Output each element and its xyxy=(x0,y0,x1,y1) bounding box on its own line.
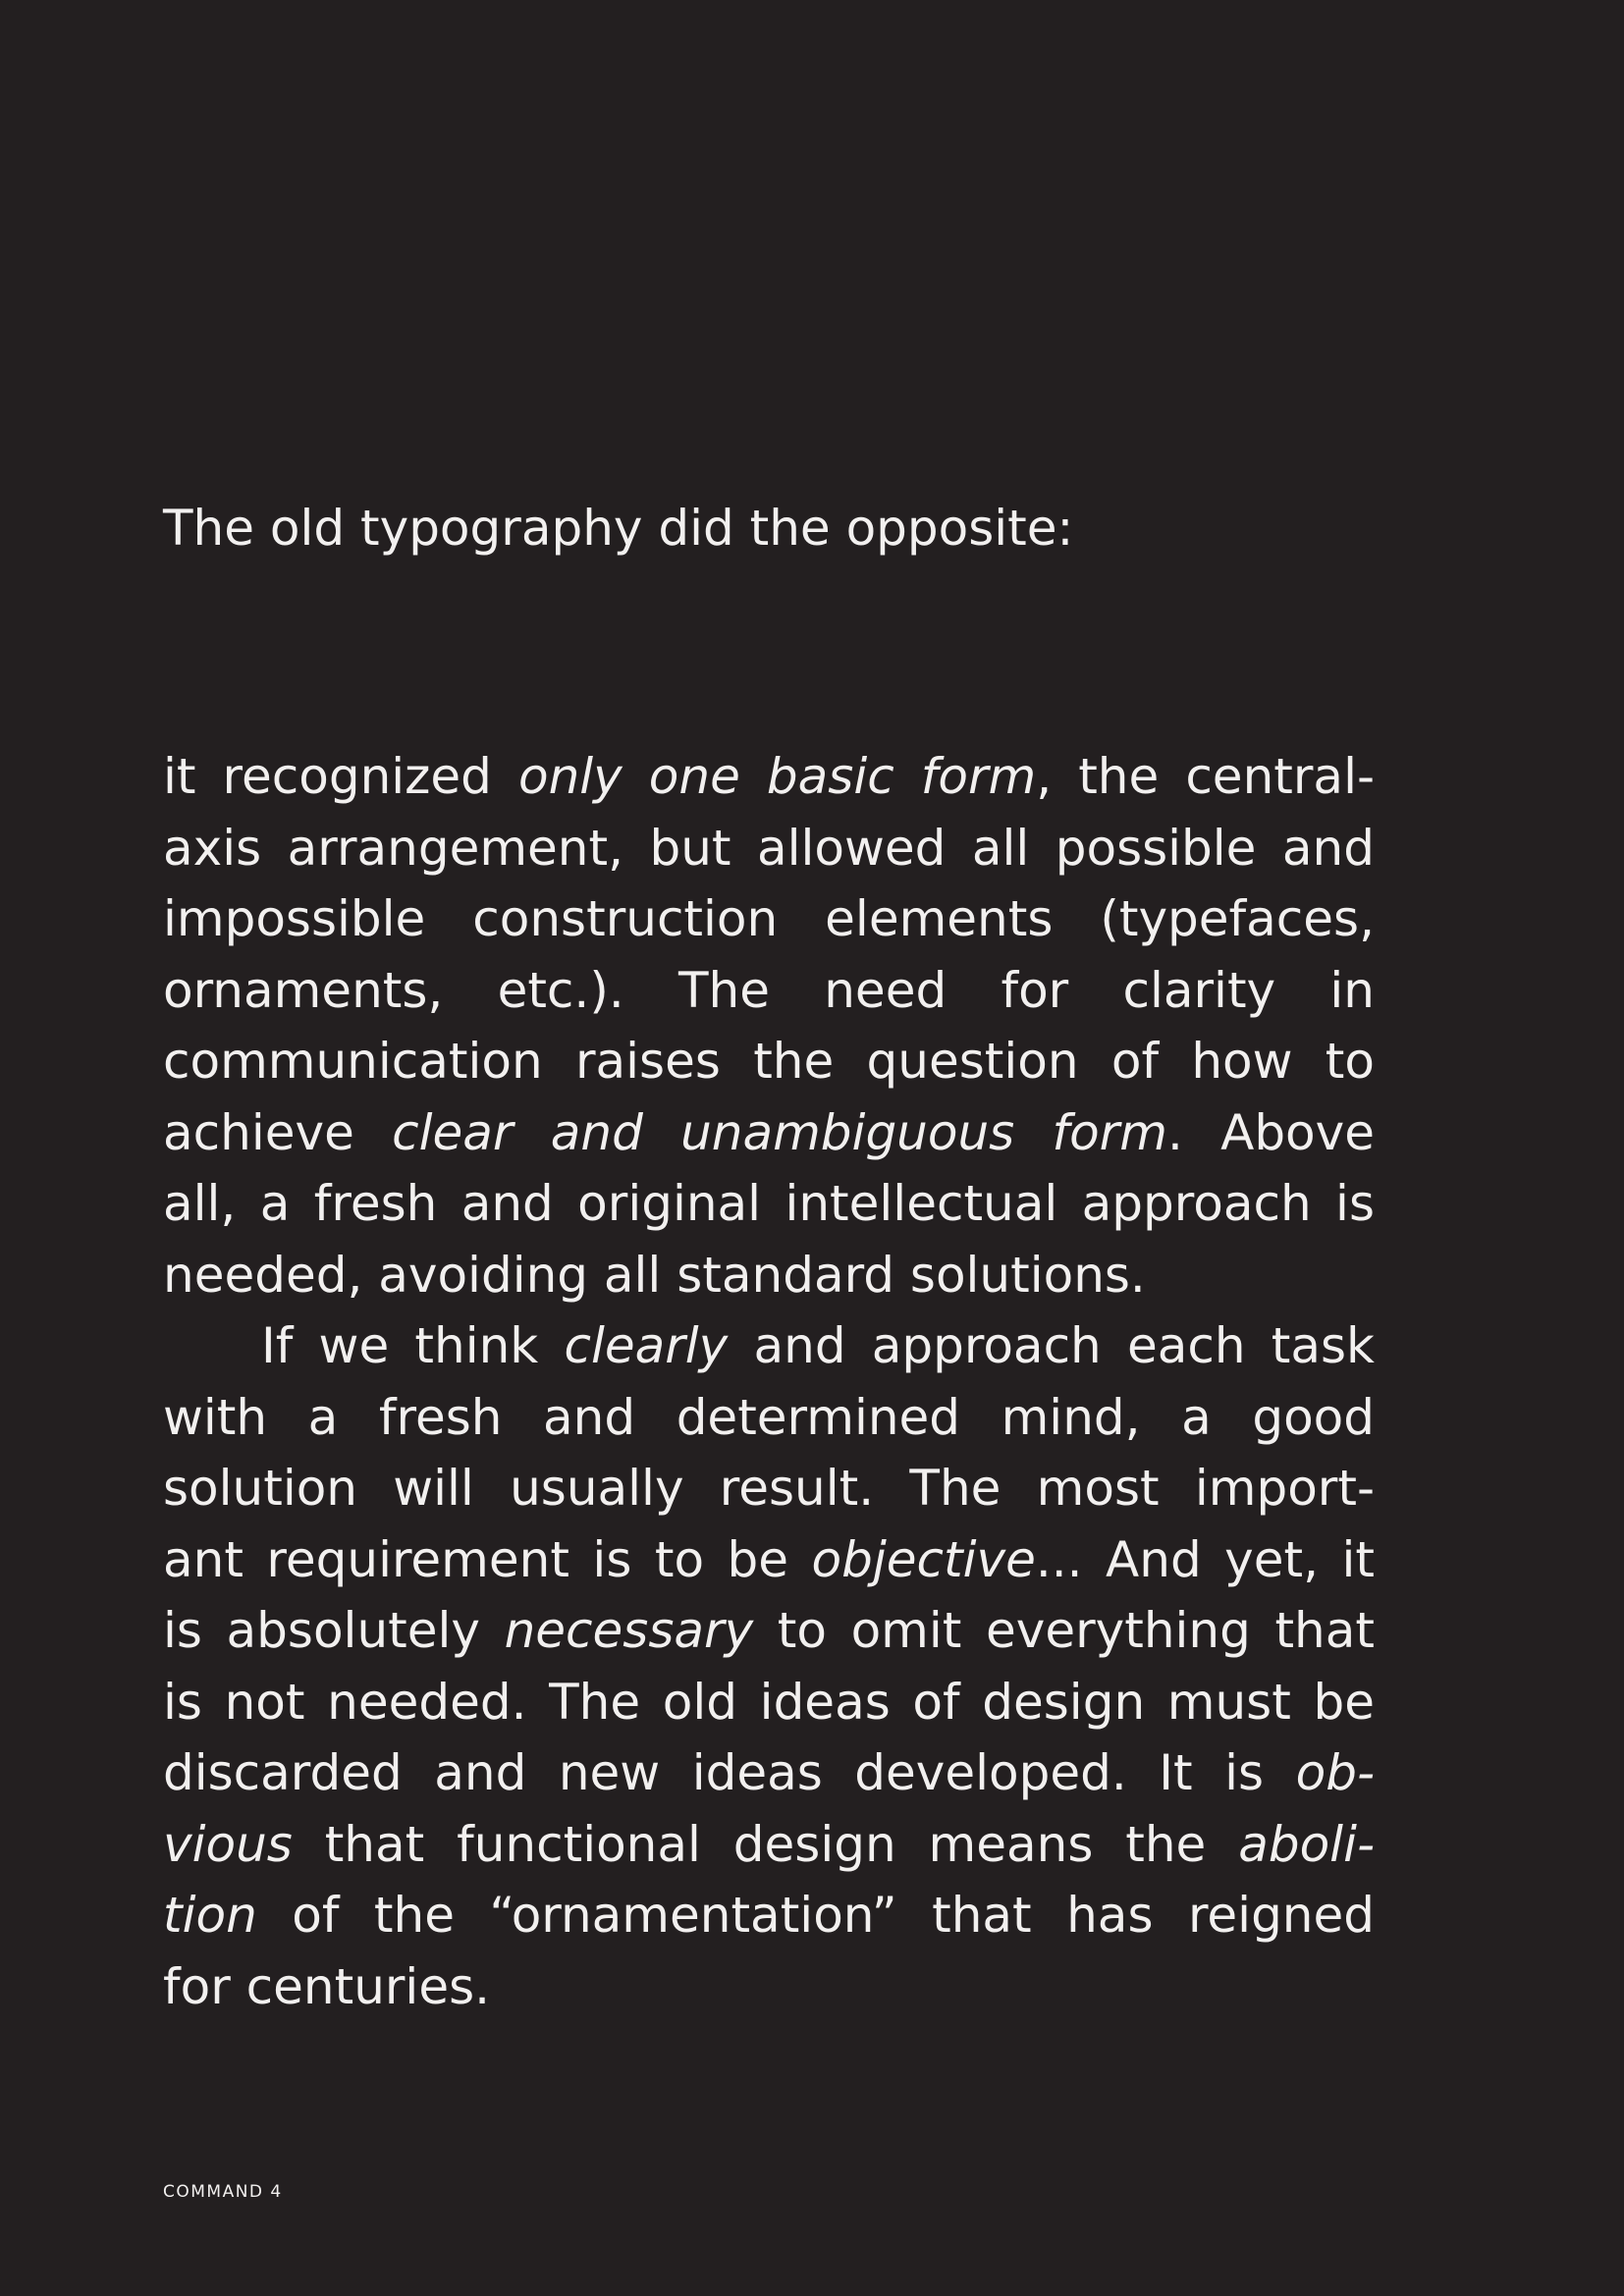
text-segment: ant requirement is to be xyxy=(163,1530,812,1588)
text-segment: . Above xyxy=(1166,1103,1375,1161)
text-line-4 xyxy=(163,955,1375,1027)
emphasis-text: ob- xyxy=(1295,1744,1375,1801)
emphasis-text: clear and unambiguous form xyxy=(392,1103,1167,1161)
emphasis-text: vious xyxy=(163,1815,293,1873)
text-line-15 xyxy=(163,1737,1375,1809)
body-text xyxy=(163,741,1375,2022)
text-line-9 xyxy=(163,1310,1375,1382)
text-line-18 xyxy=(163,1951,1375,2023)
text-segment: it recognized xyxy=(163,748,518,805)
text-line-2 xyxy=(163,813,1375,884)
emphasis-text: only one basic form xyxy=(517,748,1037,805)
text-line-10 xyxy=(163,1382,1375,1454)
text-line-11 xyxy=(163,1453,1375,1524)
text-segment: achieve xyxy=(163,1103,393,1161)
text-segment: to omit everything that xyxy=(753,1602,1375,1659)
emphasis-text: clearly xyxy=(564,1317,729,1374)
text-segment: with a fresh and determined mind, a good xyxy=(163,1388,1375,1446)
text-line-8 xyxy=(163,1240,1375,1311)
text-segment: discarded and new ideas developed. It is xyxy=(163,1744,1296,1801)
text-segment: for centuries. xyxy=(163,1957,491,2015)
text-segment: is not needed. The old ideas of design must be xyxy=(163,1673,1375,1731)
text-line-5 xyxy=(163,1026,1375,1097)
text-segment: , the central- xyxy=(1036,748,1375,805)
page-footer: COMMAND 4 xyxy=(163,2182,283,2202)
text-segment: impossible construction elements (typefaces, xyxy=(163,890,1375,947)
text-segment: ornaments, etc.). The need for clarity in xyxy=(163,961,1375,1019)
text-line-6 xyxy=(163,1097,1375,1169)
text-segment: solution will usually result. The most import- xyxy=(163,1460,1375,1517)
text-line-16 xyxy=(163,1809,1375,1881)
text-segment: needed, avoiding all standard solutions. xyxy=(163,1246,1146,1304)
text-segment: communication raises the question of how to xyxy=(163,1033,1375,1090)
text-line-13 xyxy=(163,1595,1375,1667)
text-line-12 xyxy=(163,1524,1375,1596)
text-line-7 xyxy=(163,1168,1375,1240)
emphasis-text: necessary xyxy=(504,1602,754,1659)
text-segment: all, a fresh and original intellectual approach is xyxy=(163,1175,1375,1232)
text-segment: If we think xyxy=(261,1317,565,1374)
text-segment: axis arrangement, but allowed all possible and xyxy=(163,819,1375,877)
text-line-17 xyxy=(163,1880,1375,1951)
text-segment: ... And yet, it xyxy=(1035,1530,1376,1588)
intro-heading: The old typography did the opposite: xyxy=(163,500,1074,557)
text-line-14 xyxy=(163,1667,1375,1738)
text-segment: is absolutely xyxy=(163,1602,505,1659)
emphasis-text: aboli- xyxy=(1238,1815,1375,1873)
emphasis-text: tion xyxy=(163,1887,257,1944)
text-segment: and approach each task xyxy=(728,1317,1375,1374)
text-line-1 xyxy=(163,741,1375,813)
text-line-3 xyxy=(163,883,1375,955)
emphasis-text: objective xyxy=(811,1530,1036,1588)
text-segment: that functional design means the xyxy=(292,1815,1239,1873)
text-segment: of the “ornamentation” that has reigned xyxy=(256,1887,1375,1944)
